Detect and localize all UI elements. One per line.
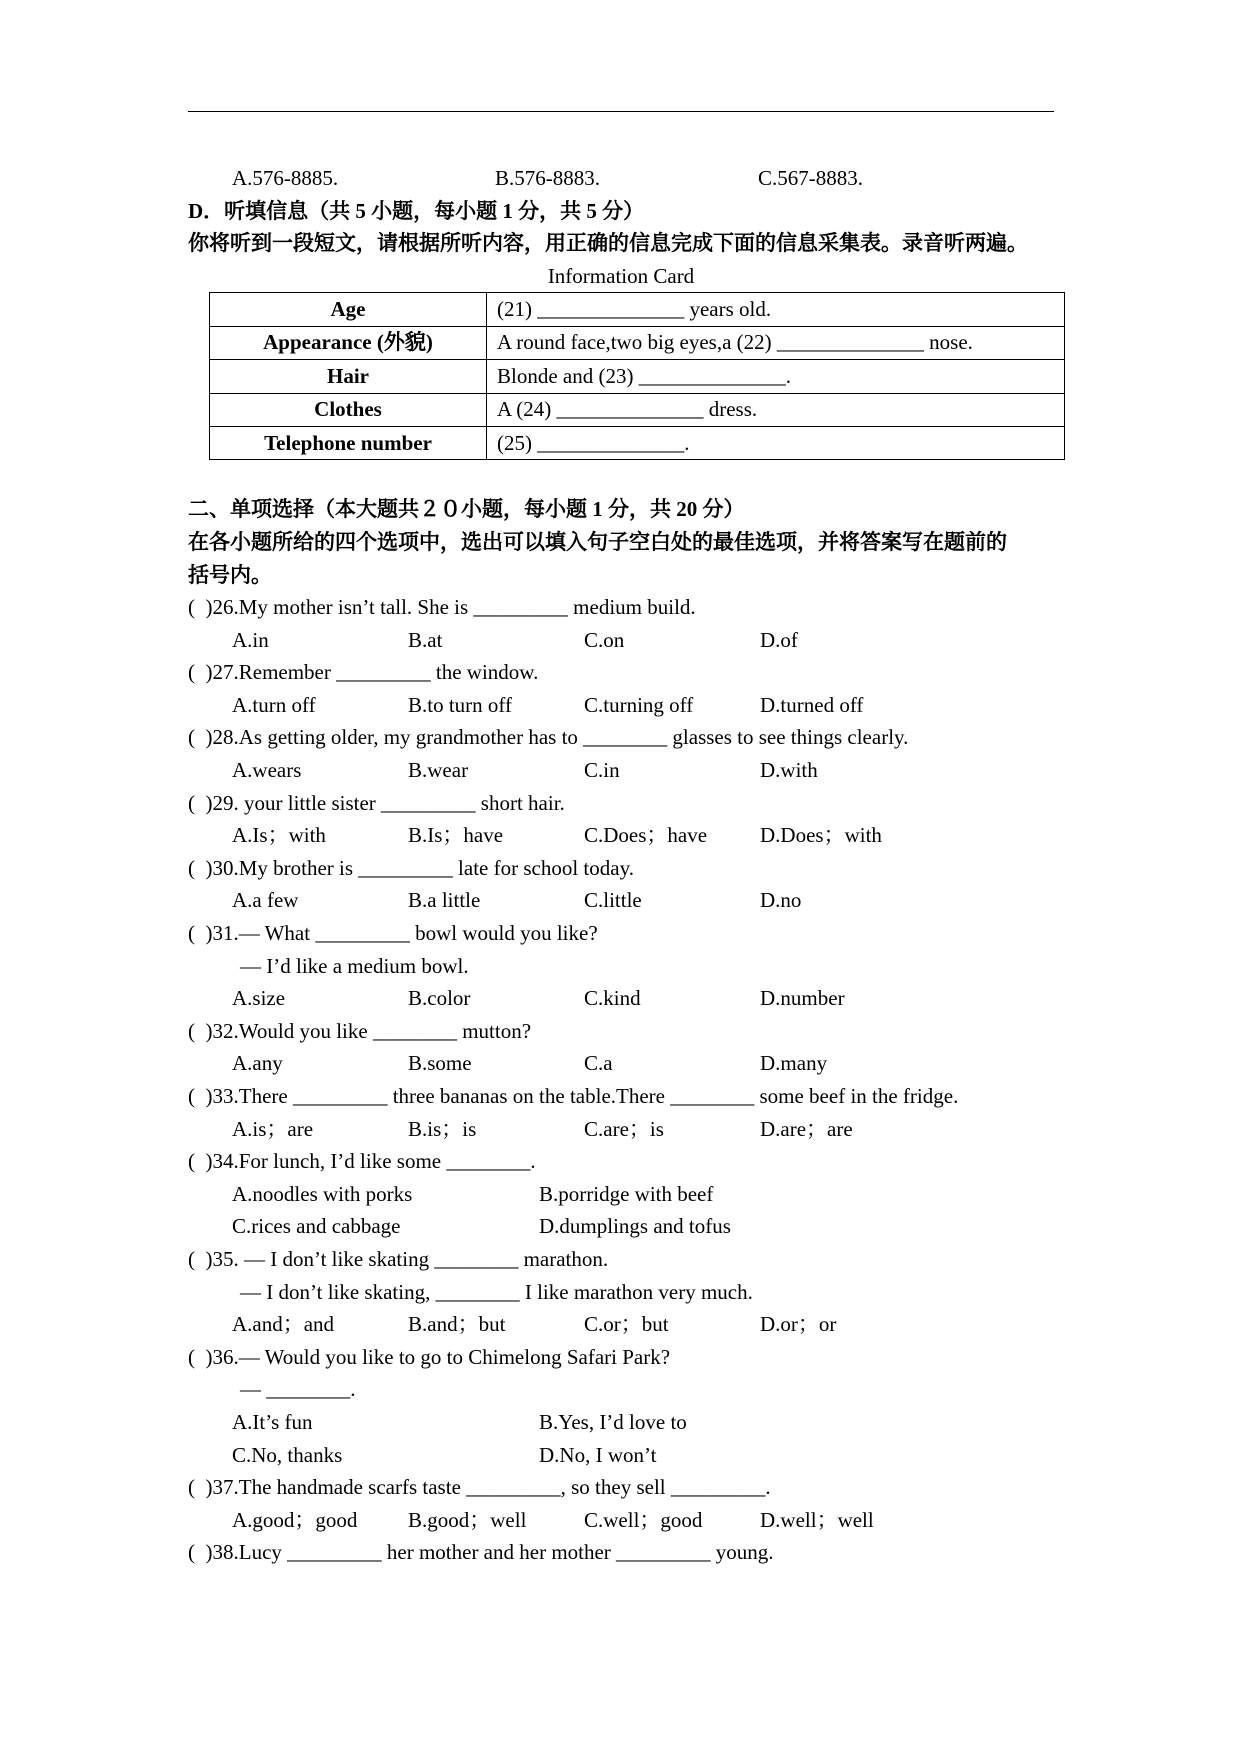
option-c: C.on (584, 627, 625, 652)
option-d: D.are；are (760, 1116, 853, 1141)
option-b: B.at (408, 627, 443, 652)
question-stem: ( )29. your little sister _________ short hair. (188, 790, 565, 815)
row-label: Age (210, 293, 487, 326)
section-d-instruction: 你将听到一段短文，请根据所听内容，用正确的信息完成下面的信息采集表。录音听两遍。 (188, 231, 1028, 256)
row-value: A round face,two big eyes,a (22) ______________ nose. (487, 326, 1065, 359)
option-b: B.is；is (408, 1116, 477, 1141)
option-d: D.many (760, 1051, 828, 1076)
question-stem: ( )32.Would you like ________ mutton? (188, 1018, 532, 1043)
option-a: A.576-8885. (232, 166, 339, 190)
row-value: Blonde and (23) ______________. (487, 360, 1065, 393)
option-d: D.Does；with (760, 823, 882, 848)
exam-page (188, 162, 1068, 1569)
option-a: A.a few (232, 888, 299, 913)
option-b: B.to turn off (408, 692, 513, 717)
listening-options-row (188, 162, 1068, 195)
question-options (188, 982, 1068, 1015)
row-value: (25) ______________. (487, 426, 1065, 459)
option-c: C.Does；have (584, 823, 708, 848)
row-label: Hair (210, 360, 487, 393)
option-a: A.is；are (232, 1116, 314, 1141)
option-c: C.or；but (584, 1312, 669, 1337)
question-stem: ( )38.Lucy _________ her mother and her mother _________ young. (188, 1540, 774, 1565)
option-b: B.wear (408, 758, 469, 783)
option-c: C.are；is (584, 1116, 664, 1141)
question-options (188, 754, 1068, 787)
option-c: C.567-8883. (758, 166, 863, 190)
option-d: D.well；well (760, 1507, 874, 1532)
question-options (188, 624, 1068, 657)
row-label: Telephone number (210, 426, 487, 459)
option-d: D.no (760, 888, 802, 913)
question-stem: ( )36.— Would you like to go to Chimelong Safari Park? (188, 1344, 671, 1369)
question-options (188, 1178, 1068, 1211)
question-stem: ( )30.My brother is _________ late for school today. (188, 855, 634, 880)
option-b: B.porridge with beef (539, 1181, 714, 1206)
question-options (188, 1504, 1068, 1537)
option-c: C.kind (584, 986, 641, 1011)
option-c: C.well；good (584, 1507, 703, 1532)
question-followup: — I don’t like skating, ________ I like marathon very much. (240, 1279, 753, 1304)
option-b: B.color (408, 986, 471, 1011)
question-options (188, 689, 1068, 722)
question-followup: — ________. (240, 1377, 356, 1402)
header-rule (188, 111, 1054, 112)
option-a: A.in (232, 627, 269, 652)
question-options (188, 1210, 1068, 1243)
option-a: A.size (232, 986, 286, 1011)
information-card-table (209, 292, 1065, 460)
row-label: Appearance (外貌) (210, 326, 487, 359)
question-stem: ( )33.There _________ three bananas on the table.There ________ some beef in the fridge. (188, 1084, 959, 1109)
table-row (210, 360, 1065, 393)
row-label: Clothes (210, 393, 487, 426)
option-b: B.a little (408, 888, 481, 913)
question-options (188, 819, 1068, 852)
option-d: D.No, I won’t (539, 1442, 657, 1467)
question-options (188, 1406, 1068, 1439)
option-c: C.No, thanks (232, 1442, 343, 1467)
option-c: C.in (584, 758, 620, 783)
option-a: A.Is；with (232, 823, 326, 848)
question-stem: ( )37.The handmade scarfs taste _________, so they sell _________. (188, 1475, 771, 1500)
question-options (188, 1308, 1068, 1341)
option-b: B.some (408, 1051, 472, 1076)
option-a: A.noodles with porks (232, 1181, 413, 1206)
option-b: B.Is；have (408, 823, 504, 848)
question-options (188, 884, 1068, 917)
table-row (210, 393, 1065, 426)
question-options (188, 1113, 1068, 1146)
option-c: C.rices and cabbage (232, 1214, 401, 1239)
question-options (188, 1439, 1068, 1472)
option-d: D.of (760, 627, 798, 652)
option-d: D.number (760, 986, 845, 1011)
section-2-instruction: 在各小题所给的四个选项中，选出可以填入句子空白处的最佳选项，并将答案写在题前的 (188, 529, 1007, 554)
row-value: A (24) ______________ dress. (487, 393, 1065, 426)
question-stem: ( )26.My mother isn’t tall. She is _________ medium build. (188, 595, 696, 620)
spacer (188, 460, 1068, 493)
question-stem: ( )28.As getting older, my grandmother has to ________ glasses to see things clearly. (188, 725, 909, 750)
question-followup: — I’d like a medium bowl. (240, 953, 469, 978)
option-a: A.wears (232, 758, 302, 783)
option-a: A.and；and (232, 1312, 335, 1337)
option-c: C.little (584, 888, 642, 913)
section-d-heading: D．听填信息（共 5 小题，每小题 1 分，共 5 分） (188, 198, 645, 223)
option-a: A.any (232, 1051, 283, 1076)
option-c: C.a (584, 1051, 613, 1076)
question-options (188, 1047, 1068, 1080)
option-d: D.dumplings and tofus (539, 1214, 731, 1239)
option-b: B.good；well (408, 1507, 527, 1532)
option-b: B.Yes, I’d love to (539, 1409, 687, 1434)
option-c: C.turning off (584, 692, 694, 717)
table-row (210, 293, 1065, 326)
table-row (210, 326, 1065, 359)
option-b: B.576-8883. (495, 166, 600, 190)
question-stem: ( )31.— What _________ bowl would you like? (188, 921, 598, 946)
option-b: B.and；but (408, 1312, 506, 1337)
option-a: A.turn off (232, 692, 316, 717)
option-d: D.with (760, 758, 818, 783)
question-stem: ( )34.For lunch, I’d like some ________. (188, 1149, 536, 1174)
section-2-heading: 二、单项选择（本大题共２０小题，每小题 1 分，共 20 分） (188, 497, 745, 522)
question-stem: ( )35. — I don’t like skating ________ marathon. (188, 1246, 609, 1271)
card-title: Information Card (547, 263, 695, 288)
option-d: D.turned off (760, 692, 864, 717)
table-row (210, 426, 1065, 459)
option-d: D.or；or (760, 1312, 837, 1337)
row-value: (21) ______________ years old. (487, 293, 1065, 326)
option-a: A.good；good (232, 1507, 358, 1532)
option-a: A.It’s fun (232, 1409, 313, 1434)
question-stem: ( )27.Remember _________ the window. (188, 660, 539, 685)
section-2-instruction: 括号内。 (188, 562, 272, 587)
